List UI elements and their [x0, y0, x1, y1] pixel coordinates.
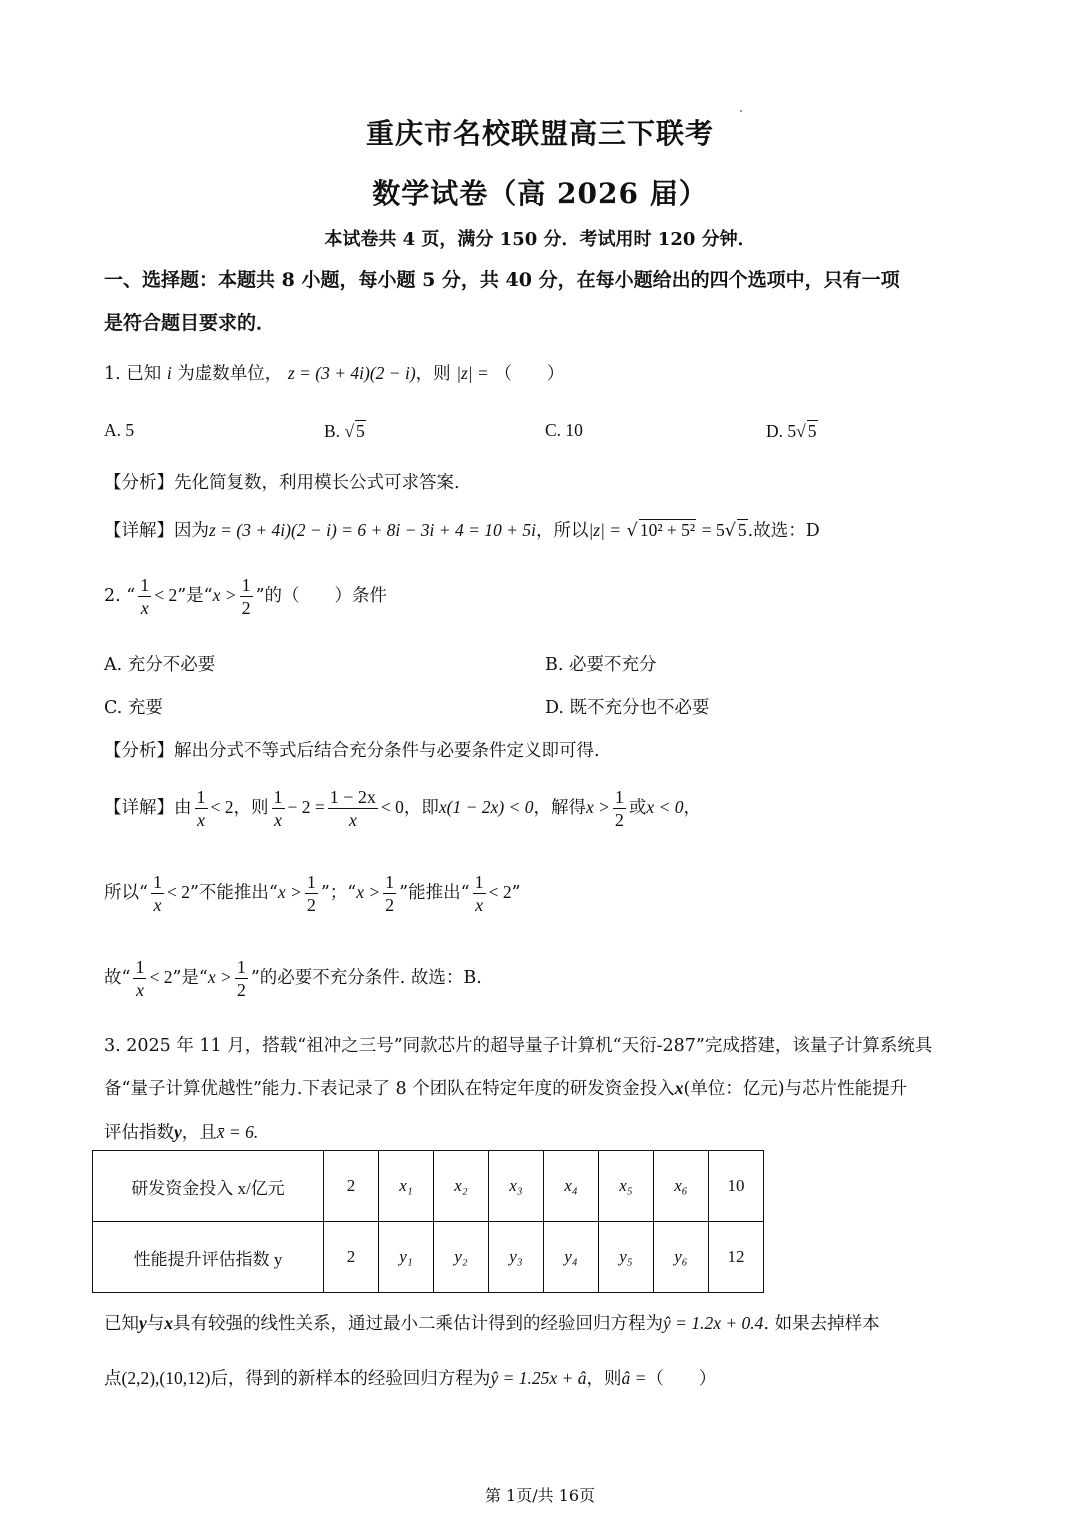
q2-detail-label: 【详解】由 — [104, 798, 192, 818]
q2-so-can: ”能推出“ — [399, 883, 470, 903]
exam-subtitle: 数学试卷（高 2026 届） — [372, 177, 708, 210]
q2-so-end: ” — [511, 883, 521, 903]
q2-gu-frac-12 — [235, 956, 248, 1001]
q3-after2paren: （ ） — [646, 1369, 717, 1389]
table-cell: x₄ — [544, 1151, 599, 1222]
frac-num: 1 — [273, 787, 283, 807]
frac-den: x — [135, 980, 144, 1000]
frac-den: x — [475, 895, 484, 915]
q2-detail-xlt0: x < 0 — [646, 797, 684, 817]
q2-detail-lt0: < 0 — [380, 797, 404, 817]
q3-line1: 3. 2025 年 11 月，搭载“祖冲之三号”同款芯片的超导量子计算机“天衍-287”完成搭建，该量子计算系统具 — [104, 1036, 933, 1056]
q2-detail-xgt: x > — [585, 797, 610, 817]
q2-so-lt2-b: < 2 — [488, 882, 512, 902]
table-cell: y₃ — [489, 1222, 544, 1293]
q3-after1d: . 如果去掉样本 — [763, 1314, 880, 1334]
table-cell: y₂ — [434, 1222, 489, 1293]
q1-mid: 为虚数单位， — [177, 364, 283, 384]
table-cell: x₃ — [489, 1151, 544, 1222]
q2-option-d: D. 既不充分也不必要 — [545, 698, 710, 718]
frac-den: 2 — [306, 895, 316, 915]
frac-den: x — [140, 598, 149, 618]
q3-after2a: 点 — [104, 1369, 122, 1389]
q2-detail-lt2: < 2 — [210, 797, 234, 817]
q3-after2pts: (2,2),(10,12) — [121, 1368, 211, 1388]
table-cell: x₁ — [379, 1151, 434, 1222]
data-table — [92, 1150, 764, 1293]
frac-den: x — [274, 810, 282, 830]
q2-detail-frac-1x — [195, 786, 208, 831]
q2-so-line — [104, 871, 521, 916]
q2-so-frac-12 — [305, 871, 318, 916]
frac-num: 1 — [152, 872, 162, 892]
table-cell: x₆ — [654, 1151, 709, 1222]
page-footer: 第 1页/共 16页 — [484, 1486, 596, 1505]
q3-after1c: 具有较强的线性关系，通过最小二乘估计得到的经验回归方程为 — [173, 1314, 664, 1334]
q3-after2b: 后，得到的新样本的经验回归方程为 — [210, 1369, 491, 1389]
q2-so-frac-12-b — [383, 871, 396, 916]
frac-den: 2 — [236, 980, 246, 1000]
question-2 — [104, 574, 387, 619]
q2-conclusion — [104, 956, 482, 1001]
q3-line3a: 评估指数 — [104, 1123, 174, 1143]
frac-den: 2 — [385, 895, 395, 915]
question-1 — [104, 360, 564, 385]
exam-info: 本试卷共 4 页，满分 150 分．考试用时 120 分钟． — [324, 229, 756, 250]
q2-detail-sol: ，解得 — [533, 798, 586, 818]
q2-detail — [104, 786, 701, 831]
q3-line2x: x — [674, 1078, 684, 1098]
q2-detail-frac-12 — [613, 786, 626, 831]
q1-option-c: C. 10 — [545, 420, 583, 440]
q1-option-a: A. 5 — [104, 420, 135, 440]
q1-detail-label: 【详解】因为 — [104, 521, 209, 541]
table-cell: x₂ — [434, 1151, 489, 1222]
q3-after1a: 已知 — [104, 1314, 139, 1334]
q1-detail-root2: 5 — [737, 520, 747, 540]
table-cell: x₅ — [599, 1151, 654, 1222]
q1-detail-root: 10² + 5² — [639, 520, 696, 540]
q1-detail-abs: |z| = — [588, 520, 622, 540]
frac-num: 1 − 2x — [329, 787, 376, 807]
q3-after-line2 — [104, 1365, 716, 1390]
table-row — [93, 1151, 764, 1222]
q1-then: ，则 — [415, 364, 451, 384]
q3-line3b: ，且 — [181, 1123, 217, 1143]
q2-frac-12 — [240, 574, 253, 619]
frac-den: x — [348, 810, 357, 830]
q2-so-prefix: 所以“ — [104, 883, 148, 903]
q3-after1eq: ŷ = 1.2x + 0.4 — [663, 1313, 764, 1333]
q2-option-a: A. 充分不必要 — [104, 655, 216, 675]
q1-abs: |z| = — [456, 363, 489, 383]
table-cell: 2 — [324, 1222, 379, 1293]
q1-paren: （ ） — [494, 364, 565, 384]
q2-so-xgt-b: x > — [356, 882, 381, 902]
frac-num: 1 — [241, 575, 251, 595]
frac-num: 1 — [474, 872, 484, 892]
q1-option-d: D. 5√ 5 — [766, 421, 817, 441]
q2-detail-then: ，则 — [233, 798, 269, 818]
q3-after1x: x — [164, 1313, 174, 1333]
q2-lt2: < 2 — [154, 585, 178, 605]
q1-option-b-value: 5 — [356, 421, 365, 441]
q2-so-semicolon: ”；“ — [320, 883, 357, 903]
q2-so-cannot: ”不能推出“ — [189, 883, 278, 903]
q2-detail-frac-1x-b — [272, 786, 285, 831]
q3-line3y: y — [174, 1122, 182, 1142]
frac-den: 2 — [241, 598, 251, 618]
q3-after2c: ，则 — [586, 1369, 622, 1389]
q3-after2ahat: â = — [621, 1368, 647, 1388]
q2-frac-1x — [138, 574, 151, 619]
table-cell: 12 — [709, 1222, 764, 1293]
q2-option-b: B. 必要不充分 — [545, 655, 657, 675]
q2-gu-end: ”的必要不充分条件. 故选：B. — [250, 968, 482, 988]
q2-gu-is: ”是“ — [172, 968, 208, 988]
q3-line2 — [104, 1075, 907, 1100]
frac-den: x — [197, 810, 205, 830]
table-cell: 2 — [324, 1151, 379, 1222]
q1-detail: 【详解】因为z = (3 + 4i)(2 − i) = 6 + 8i − 3i + 4 = 10 + 5i，所以|z| = √ 10² + 5² = 5√ 5.故选：D — [104, 520, 820, 541]
table-cell: y₁ — [379, 1222, 434, 1293]
q3-after2eq: ŷ = 1.25x + â — [490, 1368, 587, 1388]
q2-gu-frac-1x — [133, 956, 146, 1001]
q2-analysis: 【分析】解出分式不等式后结合充分条件与必要条件定义即可得. — [104, 741, 600, 761]
frac-num: 1 — [385, 872, 395, 892]
q1-detail-eq: = 5 — [701, 520, 725, 540]
q2-so-lt2: < 2 — [166, 882, 190, 902]
q1-analysis: 【分析】先化简复数，利用模长公式可求答案. — [104, 473, 460, 493]
q2-detail-frac-12x — [328, 786, 378, 831]
table-header-x: 研发资金投入 x/亿元 — [93, 1151, 324, 1222]
q2-option-c: C. 充要 — [104, 698, 163, 718]
q2-detail-minus: − 2 = — [287, 797, 325, 817]
section-heading-line1: 一、选择题：本题共 8 小题，每小题 5 分，共 40 分，在每小题给出的四个选项中，只有一项 — [104, 269, 900, 291]
q2-xgt: x > — [212, 585, 237, 605]
q2-gu-prefix: 故“ — [104, 968, 131, 988]
q3-line2b: (单位：亿元)与芯片性能提升 — [683, 1079, 908, 1099]
frac-num: 1 — [306, 872, 316, 892]
q2-gu-lt2: < 2 — [149, 967, 173, 987]
q1-option-d-value: 5 — [807, 421, 817, 441]
q1-option-d-label: D. 5 — [766, 421, 797, 441]
q1-detail-end: .故选：D — [747, 521, 820, 541]
q1-option-b: B. √ 5 — [324, 421, 365, 441]
q3-after1b: 与 — [146, 1314, 165, 1334]
table-cell: y₄ — [544, 1222, 599, 1293]
q3-line2a: 备“量子计算优越性”能力.下表记录了 8 个团队在特定年度的研发资金投入 — [104, 1079, 675, 1099]
q2-prefix: 2. “ — [104, 586, 136, 606]
frac-num: 1 — [140, 575, 150, 595]
q1-detail-expr: z = (3 + 4i)(2 − i) = 6 + 8i − 3i + 4 = 10 + 5i — [209, 520, 536, 540]
q3-after1y: y — [139, 1313, 147, 1333]
table-row — [93, 1222, 764, 1293]
q2-so-frac-1x-b — [473, 871, 486, 916]
table-cell: y₅ — [599, 1222, 654, 1293]
q1-detail-so: ，所以 — [535, 521, 589, 541]
q1-option-b-label: B. — [324, 421, 341, 441]
exam-title: 重庆市名校联盟高三下联考 — [365, 117, 714, 150]
section-heading-line2: 是符合题目要求的． — [104, 312, 276, 334]
q2-mid: ”是“ — [177, 586, 213, 606]
frac-num: 1 — [614, 787, 624, 807]
q3-line3 — [104, 1119, 258, 1144]
q1-prefix: 1. 已知 — [104, 364, 162, 384]
frac-num: 1 — [196, 787, 206, 807]
q3-line3c: x̄ = 6. — [216, 1122, 259, 1142]
q2-so-frac-1x — [151, 871, 164, 916]
q2-suffix: ”的（ ）条件 — [255, 586, 388, 606]
q2-detail-comma: ， — [683, 798, 701, 818]
q1-expr: z = (3 + 4i)(2 − i) — [287, 363, 416, 383]
frac-num: 1 — [135, 957, 145, 977]
frac-num: 1 — [236, 957, 246, 977]
table-cell: 10 — [709, 1151, 764, 1222]
table-cell: y₆ — [654, 1222, 709, 1293]
q3-after-line1 — [104, 1310, 880, 1335]
q2-detail-ie: ，即 — [403, 798, 439, 818]
frac-den: x — [153, 895, 162, 915]
q2-so-xgt: x > — [277, 882, 302, 902]
q2-detail-or: 或 — [628, 798, 647, 818]
q1-i: i — [166, 363, 172, 383]
table-header-y: 性能提升评估指数 y — [93, 1222, 324, 1293]
q2-detail-x12x: x(1 − 2x) < 0 — [438, 797, 534, 817]
frac-den: 2 — [614, 810, 624, 830]
q2-gu-xgt: x > — [207, 967, 232, 987]
